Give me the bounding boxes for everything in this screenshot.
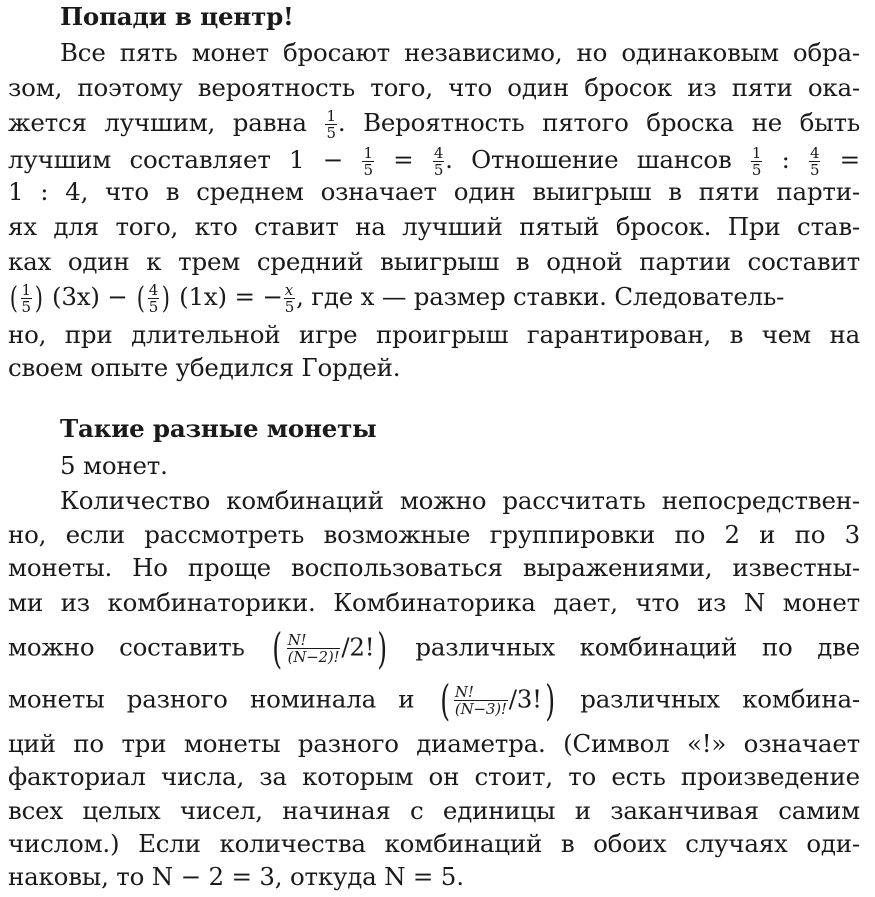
- fraction-one-fifth: $\frac{1}{5}$: [751, 143, 762, 179]
- paragraph-line: ( $\frac{1}{5}$ ) (3x) − ( $\frac{4}{5}$ ) (1x) = − $\frac{x}{5}$ , где x — размер ставки. Следователь-: [9, 280, 785, 316]
- paragraph-line: Количество комбинаций можно рассчитать непосредствен-: [60, 486, 860, 515]
- fraction-four-fifths: $\frac{4}{5}$: [148, 280, 159, 316]
- fraction-n-factorial-2: $\frac{N!}{(N-2)!}$: [287, 631, 340, 666]
- paragraph-line: факториал числа, за которым он стоит, то есть произведение: [8, 762, 860, 791]
- paragraph-line: своем опыте убедился Гордей.: [8, 353, 401, 382]
- paragraph-line: ках один к трем средний выигрыш в одной партии составит: [8, 247, 860, 276]
- fraction-four-fifths: $\frac{4}{5}$: [433, 143, 444, 179]
- paragraph-line: Все пять монет бросают независимо, но одинаковым обра-: [60, 38, 860, 67]
- section-title-coins: Такие разные монеты: [60, 414, 377, 443]
- fraction-one-fifth: $\frac{1}{5}$: [21, 280, 31, 316]
- paragraph-line: можно составить ( $\frac{N!}{(N-2)!}$ /2!) различных комбинаций по две: [8, 624, 861, 673]
- paragraph-line: но, если рассмотреть возможные группировки по 2 и по 3: [8, 520, 860, 549]
- paragraph-line: ций по три монеты разного диаметра. (Символ «!» означает: [8, 729, 860, 758]
- paragraph-line: но, при длительной игре проигрыш гарантирован, в чем на: [8, 320, 860, 349]
- paragraph-line: жется лучшим, равна $\frac{1}{5}$ . Вероятность пятого броска не быть: [8, 106, 860, 142]
- fraction-n-factorial-3: $\frac{N!}{(N-3)!}$: [454, 683, 507, 718]
- fraction-x-fifth: $\frac{x}{5}$: [284, 280, 295, 316]
- paragraph-line: всех целых чисел, начиная с единицы и заканчивая самим: [8, 796, 860, 825]
- paragraph-line: монеты разного номинала и ( $\frac{N!}{(N-3)!}$ /3!) различных комбина-: [8, 676, 861, 725]
- paragraph-line: наковы, то N − 2 = 3, откуда N = 5.: [8, 862, 464, 891]
- paragraph-line: ми из комбинаторики. Комбинаторика дает, что из N монет: [8, 588, 860, 617]
- paragraph-line: ях для того, кто ставит на лучший пятый бросок. При став-: [8, 212, 860, 241]
- section-title-target: Попади в центр!: [60, 2, 294, 31]
- paragraph-line: лучшим составляет 1 − $\frac{1}{5}$ = $\frac{4}{5}$ . Отношение шансов $\frac{1}{5}$ : $\frac{4}{5}$ =: [8, 143, 861, 179]
- answer-text: 5 монет.: [60, 451, 168, 480]
- paragraph-line: 1 : 4, что в среднем означает один выигрыш в пяти парти-: [8, 177, 860, 206]
- fraction-four-fifths: $\frac{4}{5}$: [809, 143, 820, 179]
- fraction-one-fifth: $\frac{1}{5}$: [363, 143, 373, 179]
- paragraph-line: монеты. Но проще воспользоваться выражениями, известны-: [8, 553, 860, 582]
- paragraph-line: числом.) Если количества комбинаций в обоих случаях оди-: [8, 829, 860, 858]
- fraction-one-fifth: $\frac{1}{5}$: [326, 106, 336, 142]
- paragraph-line: зом, поэтому вероятность того, что один бросок из пяти ока-: [8, 73, 860, 102]
